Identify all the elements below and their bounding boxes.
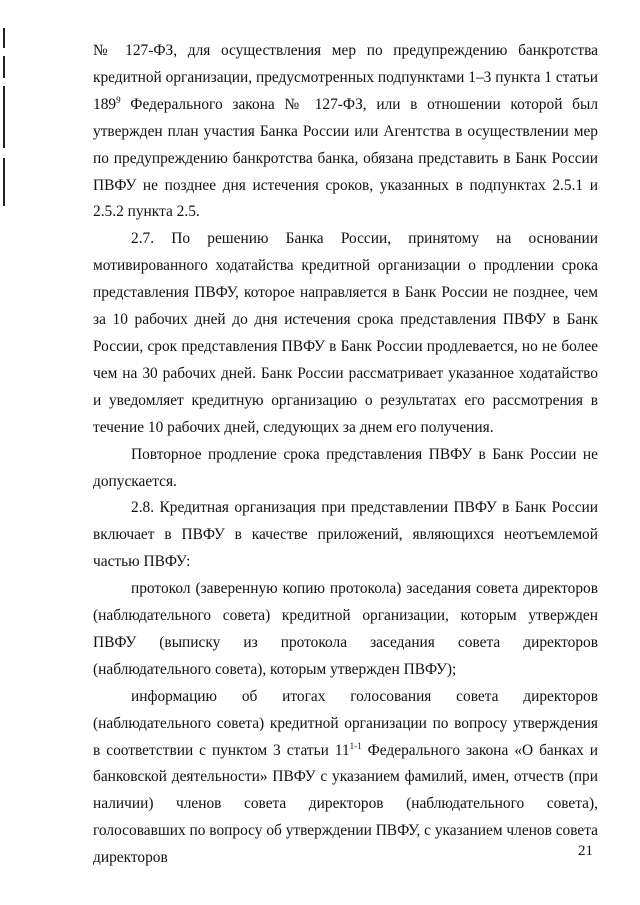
text-segment: Федерального закона № 127-ФЗ, или в отношении которой был утвержден план участия Банка России или Агентства в осуществлении мер по предупреждению банкротства банка, обязана представить в Банк России ПВФУ не позднее дня истечения сроков, указанных в подпунктах 2.5.1 и 2.5.2 пункта 2.5. bbox=[93, 95, 598, 221]
margin-mark bbox=[3, 56, 5, 78]
margin-mark bbox=[3, 28, 5, 48]
text-segment: № 127-ФЗ, для осуществления мер по предупреждению банкротства кредитной организации, предусмотренных подпунктами 1–3 пункта 1 статьи 189 bbox=[93, 42, 598, 113]
margin-mark bbox=[3, 158, 5, 206]
margin-mark bbox=[3, 86, 5, 148]
superscript: 9 bbox=[116, 94, 121, 105]
text-segment: Федерального закона «О банках и банковской деятельности» ПВФУ с указанием фамилий, имен, отчеств (при наличии) членов совета директоров (наблюдательного совета), голосовавших по вопросу об утверждении ПВФУ, с указанием членов совета директоров bbox=[93, 741, 598, 867]
paragraph-2-7: 2.7. По решению Банка России, принятому на основании мотивированного ходатайства кредитной организации о продлении срока представления ПВФУ, которое направляется в Банк России не позднее, чем за 10 рабочих дней до дня истечения срока представления ПВФУ в Банк России, срок представления ПВФУ в Банк России продлевается, но не более чем на 30 рабочих дней. Банк России рассматривает указанное ходатайство и уведомляет кредитную организацию о результатах его рассмотрения в течение 10 рабочих дней, следующих за днем его получения. bbox=[93, 230, 598, 436]
page-number: 21 bbox=[578, 843, 593, 859]
paragraph-voting-info bbox=[93, 684, 598, 872]
paragraph-repeat-extension: Повторное продление срока представления ПВФУ в Банк России не допускается. bbox=[93, 445, 598, 490]
superscript: 1-1 bbox=[349, 740, 362, 751]
paragraph-continuation bbox=[93, 38, 598, 226]
document-page bbox=[93, 38, 598, 872]
paragraph-2-8: 2.8. Кредитная организация при представлении ПВФУ в Банк России включает в ПВФУ в качестве приложений, являющихся неотъемлемой частью ПВФУ: bbox=[93, 499, 598, 571]
paragraph-protocol: протокол (заверенную копию протокола) заседания совета директоров (наблюдательного совета) кредитной организации, которым утвержден ПВФУ (выписку из протокола заседания совета директоров (наблюдательного совета), которым утвержден ПВФУ); bbox=[93, 580, 598, 678]
text-segment: информацию об итогах голосования совета директоров (наблюдательного совета) кредитной организации по вопросу утверждения в соответствии с пунктом 3 статьи 11 bbox=[93, 687, 598, 759]
